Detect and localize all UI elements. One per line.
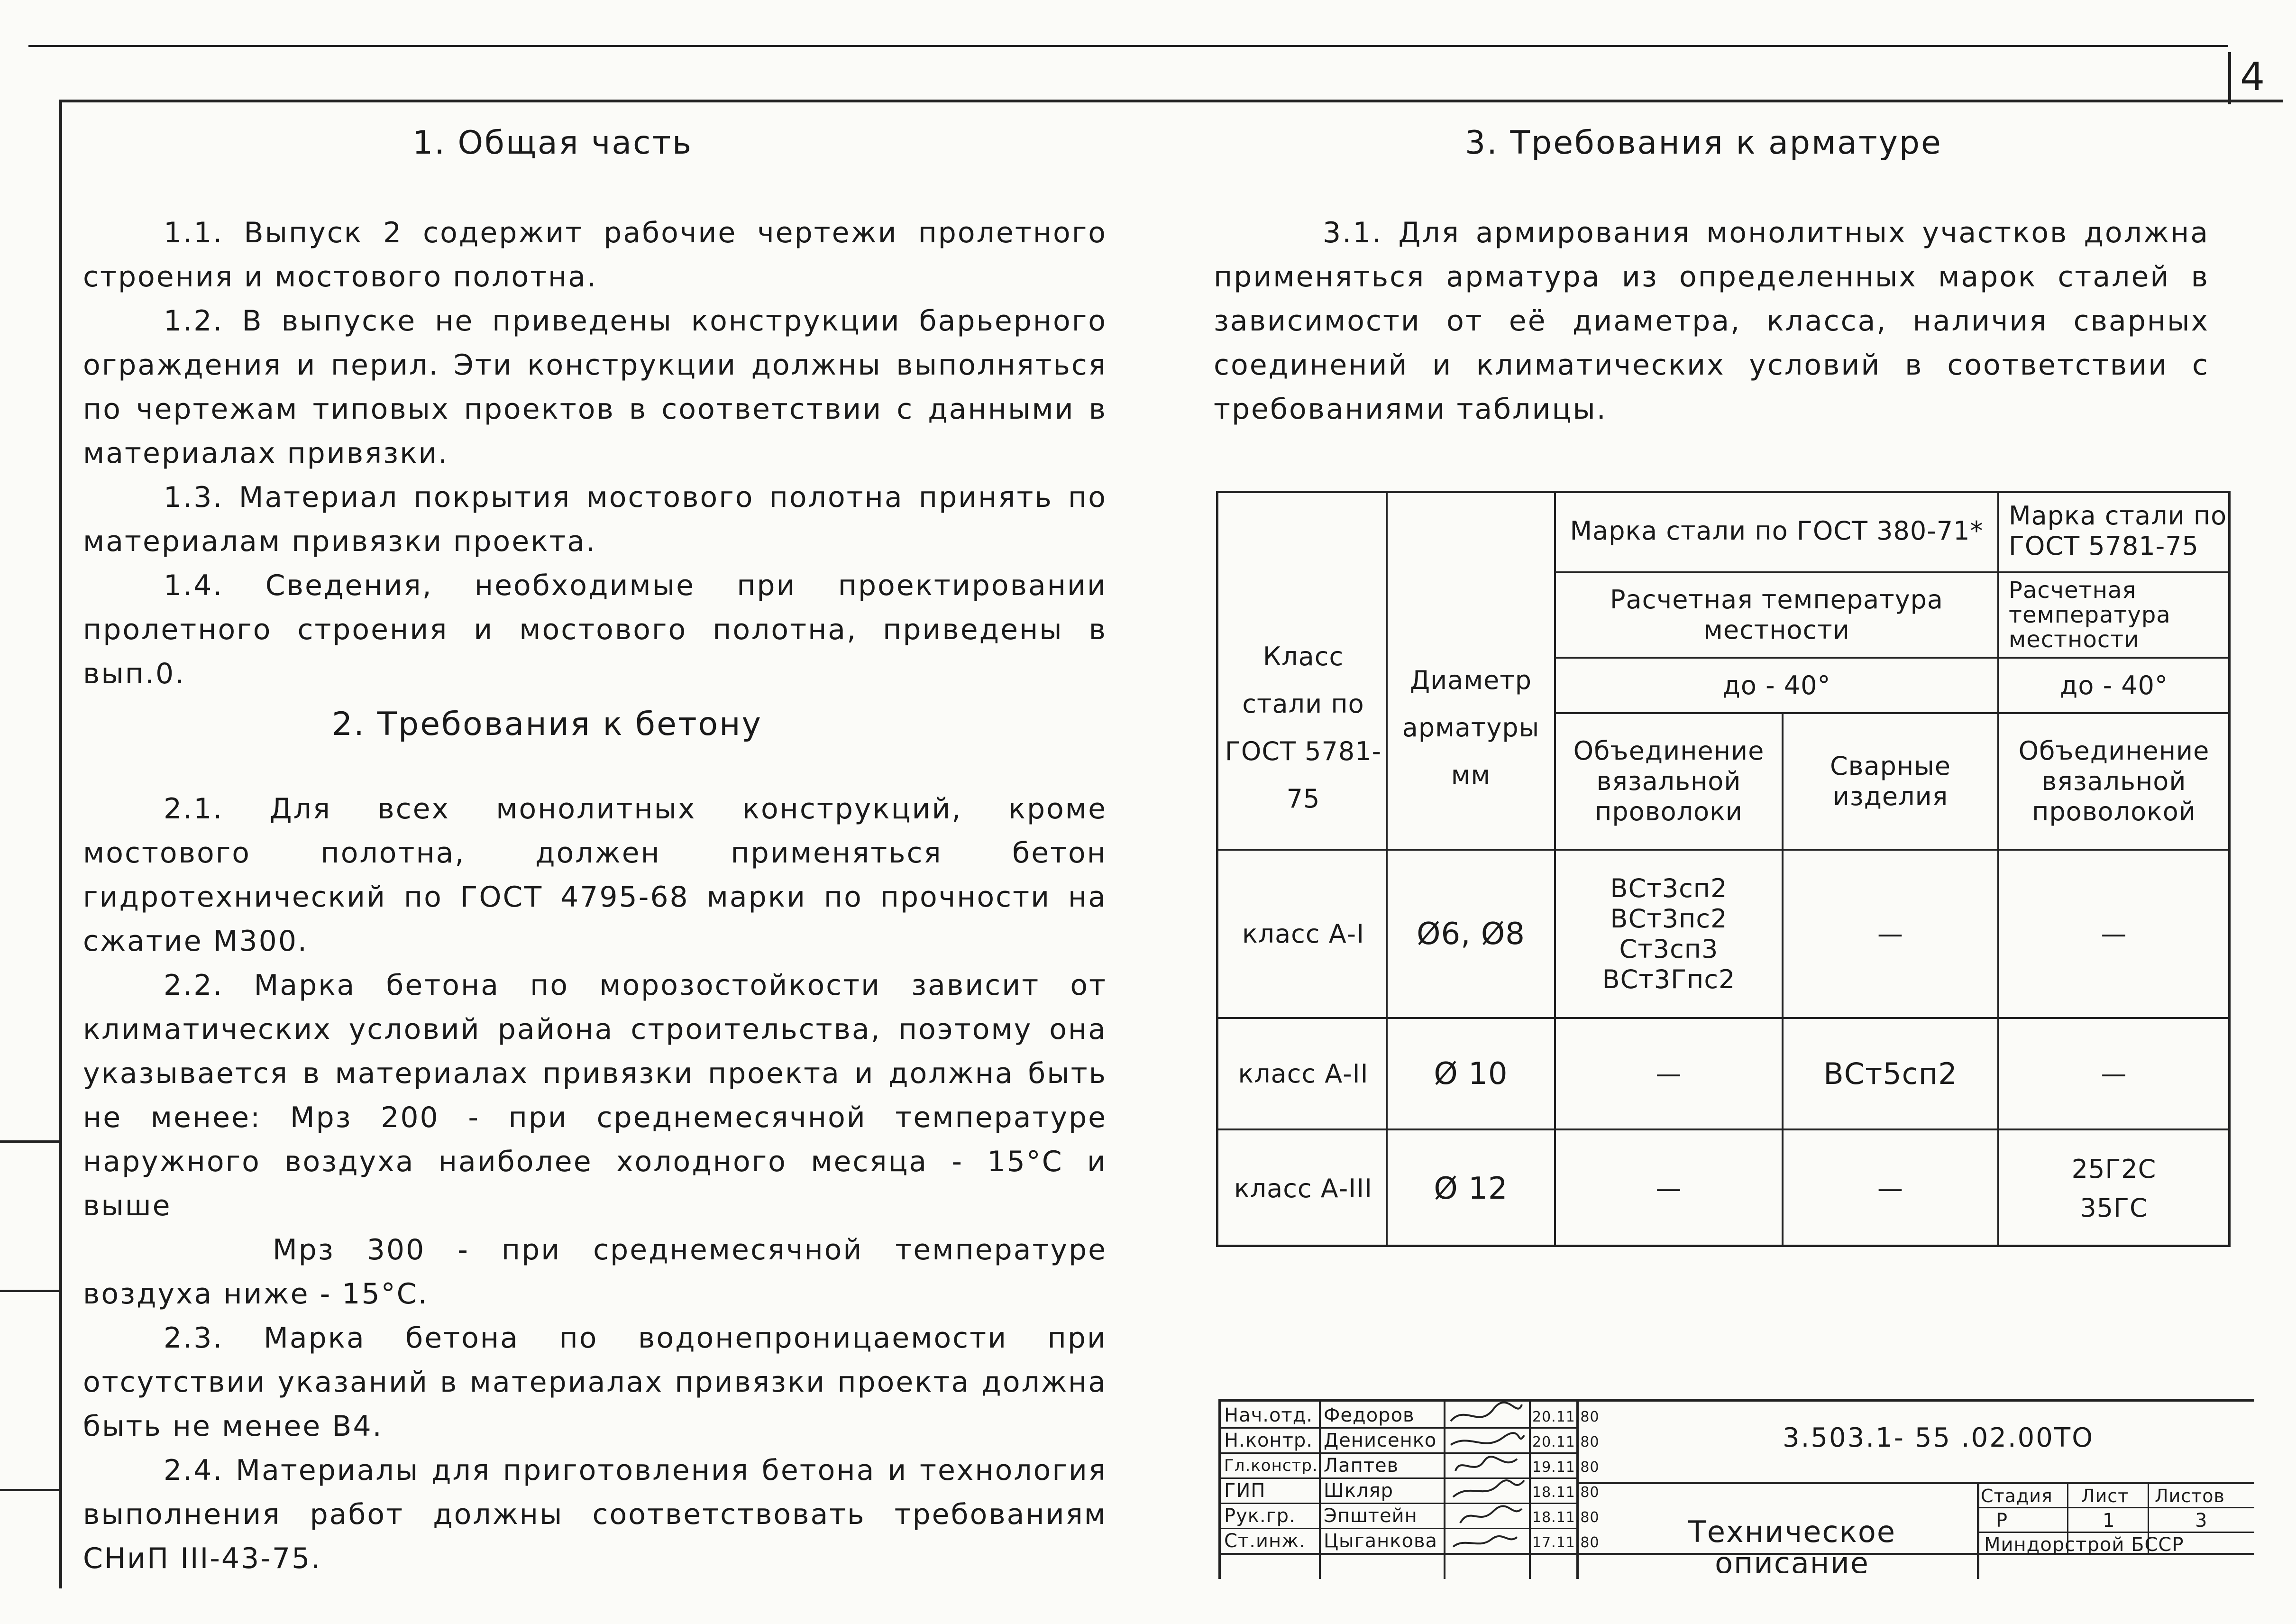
row2-class: класс А-II bbox=[1238, 1058, 1369, 1089]
header-temp-2: Расчетная температура местности bbox=[2009, 577, 2171, 653]
row3-grade-5781: 25Г2С 35ГС bbox=[2071, 1154, 2157, 1223]
stamp-name: Цыганкова bbox=[1324, 1530, 1438, 1552]
section-2-title: 2. Требования к бетону bbox=[332, 706, 762, 743]
row1-grade-tie: ВСт3сп2 ВСт3пс2 Ст3сп3 ВСт3Гпс2 bbox=[1602, 873, 1736, 994]
frame-left-border bbox=[59, 100, 62, 1588]
section-3-title: 3. Требования к арматуре bbox=[1465, 124, 1942, 162]
stamp-date: 18.11.80 bbox=[1532, 1484, 1600, 1501]
row2-grade-tie: — bbox=[1656, 1058, 1682, 1089]
paragraph-1-4: 1.4. Сведения, необходимые при проектировании пролетного строения и мостового полотна, приведены в вып.0. bbox=[83, 569, 1107, 690]
row2-grade-welded: ВСт5сп2 bbox=[1823, 1056, 1958, 1091]
stage-label: Стадия bbox=[1981, 1486, 2053, 1506]
stamp-name: Федоров bbox=[1324, 1404, 1415, 1426]
stamp-name: Эпштейн bbox=[1324, 1505, 1418, 1527]
stamp-hline bbox=[1977, 1507, 2254, 1508]
row1-diameter: Ø6, Ø8 bbox=[1417, 916, 1525, 952]
row3-grade-welded: — bbox=[1877, 1174, 1903, 1203]
section-1-title: 1. Общая часть bbox=[412, 124, 693, 162]
row1-grade-welded: — bbox=[1877, 918, 1903, 949]
stamp-vline bbox=[1977, 1482, 1979, 1579]
sheet-label: Лист bbox=[2081, 1486, 2129, 1506]
stamp-date: 17.11.80 bbox=[1532, 1534, 1600, 1551]
paragraph-1-3: 1.3. Материал покрытия мостового полотна принять по материалам привязки проекта. bbox=[83, 481, 1107, 558]
paragraph-2-1: 2.1. Для всех монолитных конструкций, кроме мостового полотна, должен применяться бетон гидротехнический по ГОСТ 4795-68 марки по прочности на сжатие М300. bbox=[83, 792, 1107, 958]
stage-value: Р bbox=[1996, 1510, 2008, 1532]
paragraph-1-2: 1.2. В выпуске не приведены конструкции барьерного ограждения и перил. Эти конструкции должны выполняться по чертежам типовых проектов в соответствии с данными в материалах привязки. bbox=[83, 304, 1107, 470]
paragraph-3-1: 3.1. Для армирования монолитных участков должна применяться арматура из определенных марок сталей в зависимости от её диаметра, класса, наличия сварных соединений и климатических условий в соответствии с требованиями таблицы. bbox=[1214, 216, 2209, 426]
header-class: Класс стали по ГОСТ 5781-75 bbox=[1225, 642, 1382, 814]
margin-tick bbox=[0, 1489, 59, 1491]
header-tie-wire-2: Объединение вязальной проволокой bbox=[2018, 736, 2210, 826]
stamp-role: Гл.констр. bbox=[1224, 1456, 1318, 1475]
stamp-role: Рук.гр. bbox=[1224, 1505, 1296, 1527]
stamp-hline bbox=[1977, 1532, 2254, 1533]
section-3-body bbox=[1214, 211, 2209, 431]
title-block bbox=[1218, 1399, 2254, 1579]
page-number-box-border bbox=[2228, 52, 2231, 104]
stamp-vline bbox=[1444, 1399, 1445, 1579]
organization: Миндорстрой БССР bbox=[1984, 1534, 2184, 1556]
paragraph-2-2: 2.2. Марка бетона по морозостойкости зависит от климатических условий района строительства, поэтому она указывается в материалах привязки проекта и должна быть не менее: Мрз 200 - при среднемесячной температуре наружного воздуха наиболее холодного месяца - 15°С и выше bbox=[83, 969, 1107, 1222]
stamp-top-line bbox=[1218, 1399, 2254, 1402]
section-2-body bbox=[83, 787, 1107, 1581]
margin-tick bbox=[0, 1140, 59, 1143]
paragraph-2-4: 2.4. Материалы для приготовления бетона и технология выполнения работ должны соответствовать требованиям СНиП III-43-75. bbox=[83, 1454, 1107, 1575]
top-edge-line bbox=[28, 45, 2228, 47]
row2-diameter: Ø 10 bbox=[1434, 1056, 1508, 1092]
row1-class: класс А-I bbox=[1242, 918, 1365, 949]
stamp-name: Лаптев bbox=[1324, 1455, 1399, 1477]
paragraph-2-2-cont: Мрз 300 - при среднемесячной температуре воздуха ниже - 15°С. bbox=[83, 1233, 1107, 1311]
stamp-role: ГИП bbox=[1224, 1480, 1266, 1502]
stamp-date: 20.11.80 bbox=[1532, 1409, 1600, 1425]
header-tie-wire-1: Объединение вязальной проволоки bbox=[1573, 736, 1765, 826]
paragraph-1-1: 1.1. Выпуск 2 содержит рабочие чертежи пролетного строения и мостового полотна. bbox=[83, 216, 1107, 294]
stamp-role: Ст.инж. bbox=[1224, 1530, 1306, 1552]
stamp-vline bbox=[1529, 1399, 1531, 1579]
stamp-left-line bbox=[1218, 1399, 1221, 1579]
stamp-date: 19.11.80 bbox=[1532, 1459, 1600, 1476]
row3-diameter: Ø 12 bbox=[1434, 1171, 1508, 1206]
header-welded: Сварные изделия bbox=[1829, 751, 1951, 811]
row3-grade-tie: — bbox=[1656, 1174, 1682, 1203]
header-gost380: Марка стали по ГОСТ 380-71* bbox=[1570, 516, 1984, 546]
margin-tick bbox=[0, 1290, 59, 1292]
header-range-2: до - 40° bbox=[2060, 670, 2168, 700]
doc-code: 3.503.1- 55 .02.00ТО bbox=[1783, 1422, 2095, 1453]
header-gost5781: Марка стали по ГОСТ 5781-75 bbox=[2009, 501, 2227, 561]
paragraph-2-3: 2.3. Марка бетона по водонепроницаемости при отсутствии указаний в материалах привязки проекта должна быть не менее В4. bbox=[83, 1321, 1107, 1443]
stamp-role: Н.контр. bbox=[1224, 1430, 1313, 1451]
row3-class: класс А-III bbox=[1234, 1174, 1372, 1203]
header-range-1: до - 40° bbox=[1722, 670, 1831, 700]
page-number: 4 bbox=[2240, 55, 2265, 100]
stamp-date: 20.11.80 bbox=[1532, 1434, 1600, 1450]
stamp-name: Денисенко bbox=[1324, 1430, 1437, 1451]
stamp-name: Шкляр bbox=[1324, 1480, 1393, 1502]
row2-grade-5781: — bbox=[2101, 1058, 2127, 1089]
section-1-body bbox=[83, 211, 1107, 696]
stamp-role: Нач.отд. bbox=[1224, 1404, 1313, 1426]
sheet-value: 1 bbox=[2103, 1510, 2115, 1532]
header-temp-1: Расчетная температура местности bbox=[1610, 585, 1944, 645]
sheets-value: 3 bbox=[2195, 1510, 2208, 1532]
doc-title: Техническое описание bbox=[1688, 1516, 1896, 1573]
frame-top-border bbox=[59, 100, 2283, 102]
sheets-label: Листов bbox=[2155, 1486, 2225, 1506]
stamp-date: 18.11.80 bbox=[1532, 1509, 1600, 1526]
header-diameter: Диаметр арматуры мм bbox=[1402, 665, 1540, 790]
steel-table bbox=[1216, 491, 2231, 1247]
stamp-vline bbox=[1319, 1399, 1321, 1579]
row1-grade-5781: — bbox=[2101, 918, 2127, 949]
stamp-hline bbox=[1576, 1482, 2254, 1484]
signature-scribbles bbox=[1446, 1400, 1527, 1551]
